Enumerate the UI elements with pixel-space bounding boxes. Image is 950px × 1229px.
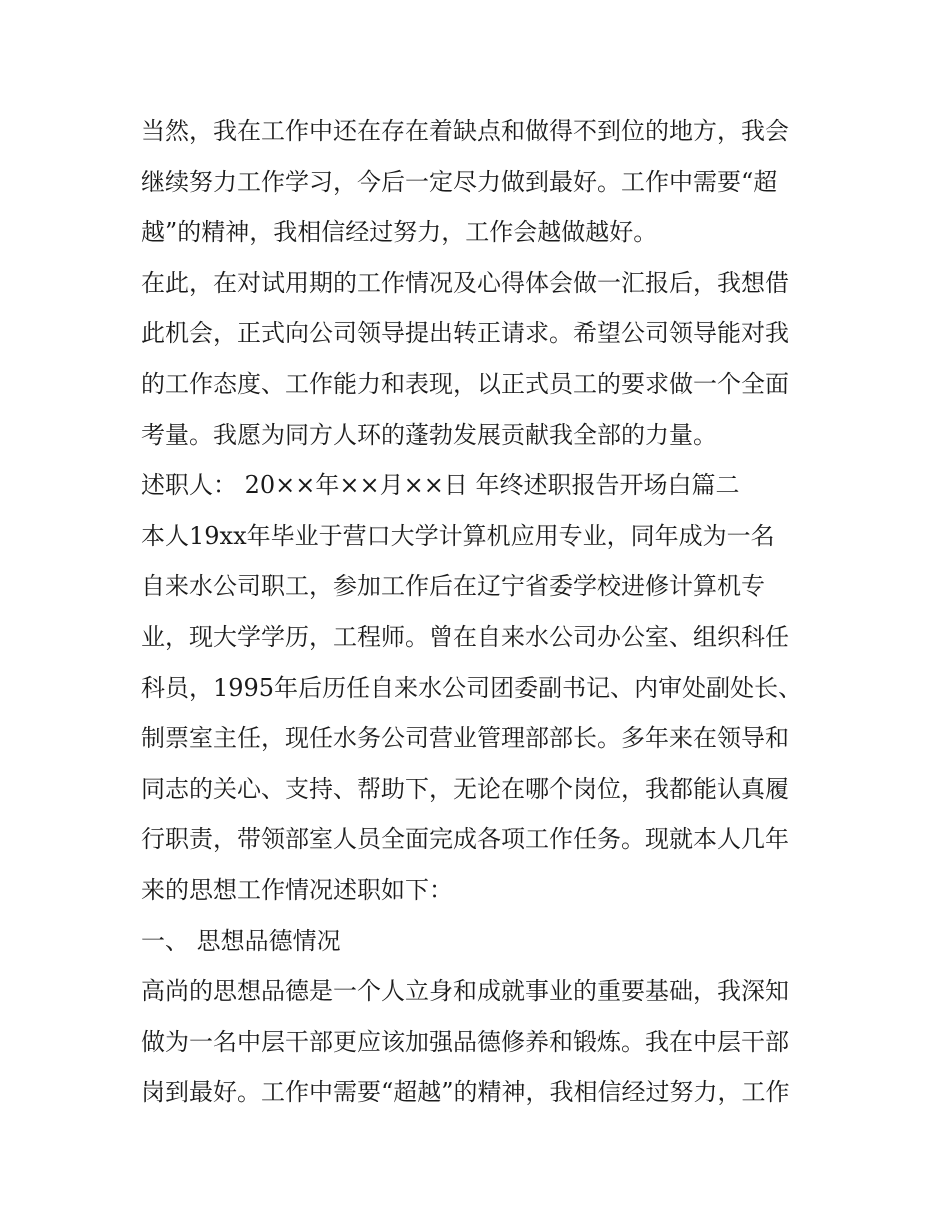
text-line: 自来水公司职工，参加工作后在辽宁省委学校进修计算机专 xyxy=(141,572,765,601)
text-line: 继续努力工作学习，今后一定尽力做到最好。工作中需要“超 xyxy=(141,167,778,196)
text-line: 同志的关心、支持、帮助下，无论在哪个岗位，我都能认真履 xyxy=(141,774,789,803)
text-line: 考量。我愿为同方人环的蓬勃发展贡献我全部的力量。 xyxy=(141,420,717,449)
text-line: 高尚的思想品德是一个人立身和成就事业的重要基础，我深知 xyxy=(141,977,789,1006)
text-line: 科员，1995年后历任自来水公司团委副书记、内审处副处长、 xyxy=(141,673,803,702)
text-line: 此机会，正式向公司领导提出转正请求。希望公司领导能对我 xyxy=(141,319,789,348)
section-heading: 一、 思想品德情况 xyxy=(141,926,341,955)
text-line: 制票室主任，现任水务公司营业管理部部长。多年来在领导和 xyxy=(141,724,789,753)
text-line: 的工作态度、工作能力和表现，以正式员工的要求做一个全面 xyxy=(141,369,789,398)
text-line: 本人19xx年毕业于营口大学计算机应用专业，同年成为一名 xyxy=(141,521,775,550)
text-line: 在此，在对试用期的工作情况及心得体会做一汇报后，我想借 xyxy=(141,268,789,297)
text-line: 行职责，带领部室人员全面完成各项工作任务。现就本人几年 xyxy=(141,825,789,854)
text-line: 来的思想工作情况述职如下： xyxy=(141,875,453,904)
text-line: 当然，我在工作中还在存在着缺点和做得不到位的地方，我会 xyxy=(141,117,789,145)
text-line: 岗到最好。工作中需要“超越”的精神，我相信经过努力，工作 xyxy=(141,1078,790,1107)
text-line: 做为一名中层干部更应该加强品德修养和锻炼。我在中层干部 xyxy=(141,1027,789,1056)
signature-line: 述职人： 20××年××月××日 年终述职报告开场白篇二 xyxy=(141,471,740,500)
document-body xyxy=(141,106,821,1118)
text-line: 业，现大学学历，工程师。曾在自来水公司办公室、组织科任 xyxy=(141,622,789,651)
text-line: 越”的精神，我相信经过努力，工作会越做越好。 xyxy=(141,218,658,247)
